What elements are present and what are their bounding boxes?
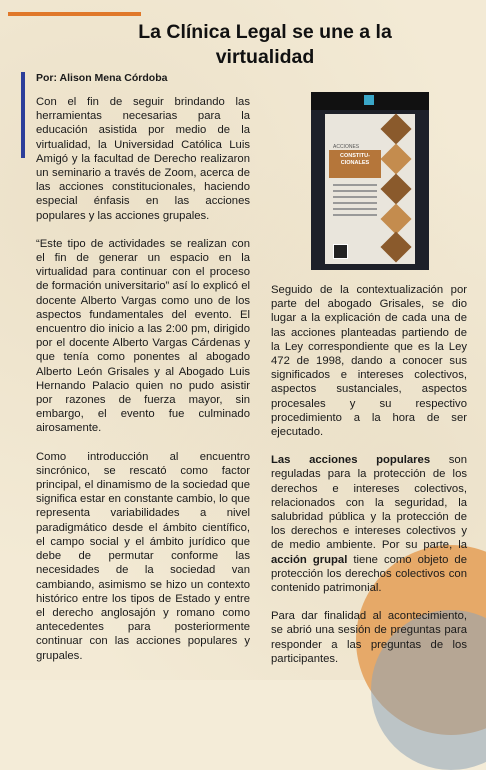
poster-diamond-shape [380, 203, 411, 234]
paragraph-4: Seguido de la contextualización por parte del abogado Grisales, se dio lugar a la explicación de cada una de las acciones planteadas partiendo de la Ley correspondiente que es la Ley 472 de 1998, dando a conocer sus significados e intereses colectivos, aspectos sustanciales, aspectos procesales y su respectivo procedimiento a la hora de ser ejecutado. [271, 284, 467, 439]
bold-term-acciones-populares: Las acciones populares [271, 454, 431, 467]
paragraph-3: Como introducción al encuentro sincrónico, se rescató como factor principal, el dinamismo de la sociedad que significa estar en constante cambio, lo que representa variabilidades a nivel paradigmático desde el ámbito científico, el campo social y el ámbito jurídico que debe de permutar conforme las necesidades de la sociedad van cambiando, asimismo se hizo un contexto histórico entre los tipos de Estado y entre el derecho anglosajón y romano como antecedentes para posteriormente continuar con las acciones populares y grupales. [36, 450, 250, 662]
event-poster-image [311, 92, 429, 270]
paragraph-2: “Este tipo de actividades se realizan con el fin de generar un espacio en la virtualidad para continuar con el proceso de formación universitario” así lo explicó el docente Alberto Vargas como uno de los aspectos fundamentales del evento. El encuentro dio inicio a las 2:00 pm, dirigido por el docente Alberto Vargas Cárdenas y que tenía como ponentes al abogado Alberto León Grisales y al Abogado Luis Hernando Palacio quien no pudo asistir por razones de fuerza mayor, sin embargo, el evento fue culminado airosamente. [36, 237, 250, 435]
article-title: La Clínica Legal se une a la virtualidad [138, 21, 392, 68]
poster-title-top: ACCIONES [333, 144, 360, 150]
poster-text-line [333, 214, 377, 216]
side-accent-bar [21, 72, 25, 158]
top-accent-bar [8, 12, 141, 16]
bold-term-accion-grupal: acción grupal [271, 553, 348, 566]
poster-text-line [333, 202, 377, 204]
university-logo-icon [364, 95, 374, 105]
poster-diamond-shape [380, 231, 411, 262]
paragraph-6: Para dar finalidad al acontecimiento, se abrió una sesión de preguntas para responder a las preguntas de los participantes. [271, 610, 467, 665]
poster-text-line [333, 184, 377, 186]
left-column [36, 95, 250, 677]
poster-text-line [333, 196, 377, 198]
paragraph-5: Las acciones populares son reguladas para la protección de los derechos e intereses colectivos, relacionados con la seguridad, la salubridad pública y la protección de los derechos e intereses colectivos y de medio ambiente. Por su parte, la acción grupal tiene como objeto de protección los derechos colectivos con contenido patrimonial. [271, 454, 467, 595]
poster-title: CONSTITU-CIONALES [329, 150, 381, 178]
poster-text-line [333, 190, 377, 192]
article-author: Por: Alison Mena Córdoba [36, 72, 168, 84]
poster-diamond-shape [380, 143, 411, 174]
poster-text-line [333, 208, 377, 210]
qr-code-icon [333, 244, 348, 259]
paragraph-1: Con el fin de seguir brindando las herramientas necesarias para la educación asistida por medio de la virtualidad, la Universidad Católica Luis Amigó y la facultad de Derecho realizaron un seminario a través de Zoom, acerca de las acciones constitucionales, haciendo especial énfasis en las acciones populares y las acciones grupales. [36, 96, 250, 222]
right-column [271, 283, 467, 680]
poster-body [325, 114, 415, 264]
poster-diamond-shape [380, 173, 411, 204]
poster-diamond-shape [380, 113, 411, 144]
